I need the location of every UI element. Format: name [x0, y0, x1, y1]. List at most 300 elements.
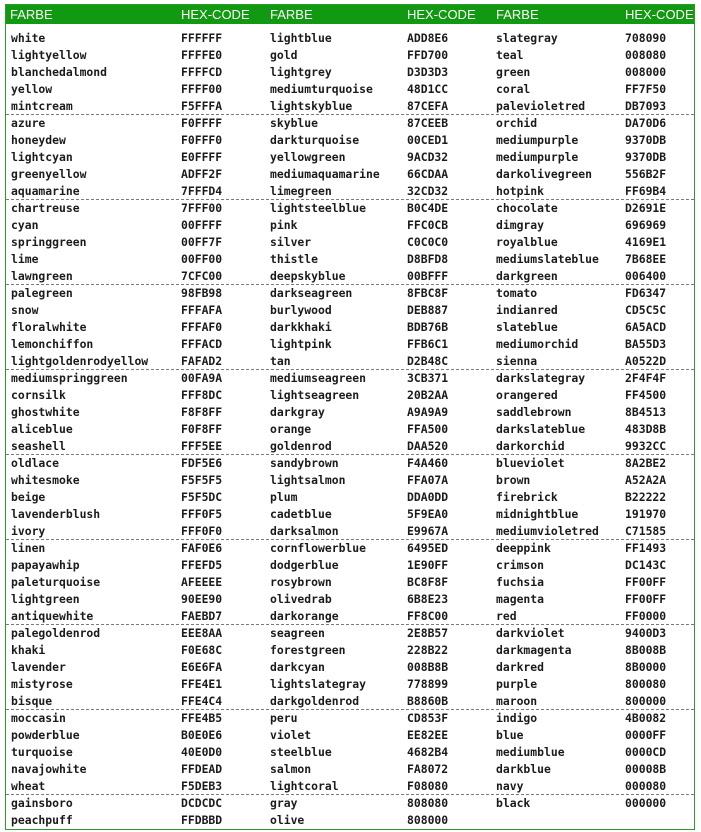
- color-name-cell: lightgrey: [270, 65, 332, 79]
- table-row: [6, 285, 694, 302]
- table-row: [6, 540, 694, 557]
- table-row: [6, 812, 694, 829]
- hex-code-cell: 7CFC00: [181, 269, 223, 283]
- color-name-cell: darkslateblue: [496, 422, 586, 436]
- hex-code-cell: ADD8E6: [407, 31, 449, 45]
- table-row: [6, 30, 694, 47]
- color-name-cell: sienna: [496, 354, 538, 368]
- color-name-cell: navajowhite: [11, 762, 87, 776]
- color-name-cell: oldlace: [11, 456, 60, 470]
- table-row: [6, 489, 694, 506]
- hex-code-cell: FFE4B5: [181, 711, 223, 725]
- table-row: [6, 200, 694, 217]
- color-name-cell: moccasin: [11, 711, 66, 725]
- hex-code-cell: E6E6FA: [181, 660, 223, 674]
- color-name-cell: orangered: [496, 388, 558, 402]
- color-name-cell: olivedrab: [270, 592, 332, 606]
- hex-code-cell: 8FBC8F: [407, 286, 449, 300]
- color-name-cell: coral: [496, 82, 531, 96]
- color-name-cell: darkolivegreen: [496, 167, 593, 181]
- hex-code-cell: DC143C: [625, 558, 667, 572]
- hex-code-cell: CD853F: [407, 711, 449, 725]
- hex-code-cell: B8860B: [407, 694, 449, 708]
- hex-code-cell: FFEFD5: [181, 558, 223, 572]
- color-name-cell: thistle: [270, 252, 319, 266]
- color-name-cell: darkcyan: [270, 660, 325, 674]
- table-row: [6, 455, 694, 472]
- color-name-cell: peru: [270, 711, 298, 725]
- table-row: [6, 268, 694, 285]
- hex-code-cell: F5DEB3: [181, 779, 223, 793]
- hex-code-cell: 00008B: [625, 762, 667, 776]
- color-name-cell: brown: [496, 473, 531, 487]
- color-name-cell: snow: [11, 303, 39, 317]
- color-name-cell: aquamarine: [11, 184, 80, 198]
- header-color-name-1: FARBE: [10, 7, 53, 22]
- hex-code-cell: 00FA9A: [181, 371, 223, 385]
- color-name-cell: midnightblue: [496, 507, 579, 521]
- hex-code-cell: 7FFF00: [181, 201, 223, 215]
- hex-code-cell: FFA500: [407, 422, 449, 436]
- table-row: [6, 421, 694, 438]
- header-hex-code-1: HEX-CODE: [181, 7, 250, 22]
- color-name-cell: ivory: [11, 524, 46, 538]
- color-name-cell: lavender: [11, 660, 66, 674]
- hex-code-cell: 6B8E23: [407, 592, 449, 606]
- color-name-cell: lightskyblue: [270, 99, 353, 113]
- table-row: [6, 81, 694, 98]
- color-name-cell: salmon: [270, 762, 312, 776]
- color-name-cell: yellow: [11, 82, 53, 96]
- hex-code-cell: FF8C00: [407, 609, 449, 623]
- hex-code-cell: D8BFD8: [407, 252, 449, 266]
- color-name-cell: mediumorchid: [496, 337, 579, 351]
- table-row: [6, 353, 694, 370]
- hex-code-cell: 778899: [407, 677, 449, 691]
- color-name-cell: firebrick: [496, 490, 558, 504]
- color-name-cell: springgreen: [11, 235, 87, 249]
- color-name-cell: magenta: [496, 592, 545, 606]
- table-row: [6, 625, 694, 642]
- color-name-cell: plum: [270, 490, 298, 504]
- color-name-cell: violet: [270, 728, 312, 742]
- hex-code-cell: 00CED1: [407, 133, 449, 147]
- hex-code-cell: 2F4F4F: [625, 371, 667, 385]
- color-name-cell: deepskyblue: [270, 269, 346, 283]
- hex-code-cell: ADFF2F: [181, 167, 223, 181]
- table-row: [6, 523, 694, 540]
- color-name-cell: darksalmon: [270, 524, 339, 538]
- color-name-cell: lavenderblush: [11, 507, 101, 521]
- color-name-cell: royalblue: [496, 235, 558, 249]
- color-name-cell: darkblue: [496, 762, 551, 776]
- hex-code-cell: 000000: [625, 796, 667, 810]
- color-name-cell: darkturquoise: [270, 133, 360, 147]
- hex-code-cell: 1E90FF: [407, 558, 449, 572]
- table-row: [6, 778, 694, 795]
- color-name-cell: darkgreen: [496, 269, 558, 283]
- hex-code-cell: FF0000: [625, 609, 667, 623]
- hex-code-cell: AFEEEE: [181, 575, 223, 589]
- hex-code-cell: D2B48C: [407, 354, 449, 368]
- color-name-cell: darkorchid: [496, 439, 565, 453]
- hex-code-cell: 90EE90: [181, 592, 223, 606]
- color-name-cell: azure: [11, 116, 46, 130]
- hex-code-cell: FFFFCD: [181, 65, 223, 79]
- hex-code-cell: 7B68EE: [625, 252, 667, 266]
- table-row: [6, 693, 694, 710]
- hex-code-cell: 9400D3: [625, 626, 667, 640]
- color-name-cell: red: [496, 609, 517, 623]
- table-row: [6, 64, 694, 81]
- hex-code-cell: 006400: [625, 269, 667, 283]
- hex-code-cell: FA8072: [407, 762, 449, 776]
- hex-code-cell: FFA07A: [407, 473, 449, 487]
- hex-code-cell: DCDCDC: [181, 796, 223, 810]
- color-name-cell: orchid: [496, 116, 538, 130]
- hex-code-cell: EE82EE: [407, 728, 449, 742]
- table-header: [6, 5, 694, 24]
- hex-code-cell: FDF5E6: [181, 456, 223, 470]
- hex-code-cell: 66CDAA: [407, 167, 449, 181]
- hex-code-cell: BC8F8F: [407, 575, 449, 589]
- color-name-cell: cornflowerblue: [270, 541, 367, 555]
- color-name-cell: lime: [11, 252, 39, 266]
- table-row: [6, 744, 694, 761]
- hex-code-cell: FFFFE0: [181, 48, 223, 62]
- color-name-cell: mediumslateblue: [496, 252, 599, 266]
- color-name-cell: indigo: [496, 711, 538, 725]
- color-name-cell: mistyrose: [11, 677, 73, 691]
- color-name-cell: gray: [270, 796, 298, 810]
- hex-code-cell: FFDEAD: [181, 762, 223, 776]
- hex-code-cell: F5F5DC: [181, 490, 223, 504]
- hex-code-cell: F08080: [407, 779, 449, 793]
- color-name-cell: black: [496, 796, 531, 810]
- hex-code-cell: A52A2A: [625, 473, 667, 487]
- table-row: [6, 47, 694, 64]
- hex-code-cell: FF00FF: [625, 592, 667, 606]
- hex-code-cell: 32CD32: [407, 184, 449, 198]
- hex-code-cell: FFC0CB: [407, 218, 449, 232]
- table-row: [6, 234, 694, 251]
- table-row: [6, 387, 694, 404]
- hex-code-cell: F4A460: [407, 456, 449, 470]
- table-row: [6, 795, 694, 812]
- color-name-cell: mediumturquoise: [270, 82, 373, 96]
- color-name-cell: cyan: [11, 218, 39, 232]
- hex-code-cell: 3CB371: [407, 371, 449, 385]
- color-name-cell: maroon: [496, 694, 538, 708]
- hex-code-cell: F5FFFA: [181, 99, 223, 113]
- color-name-cell: burlywood: [270, 303, 332, 317]
- color-name-cell: tomato: [496, 286, 538, 300]
- hex-code-cell: 556B2F: [625, 167, 667, 181]
- color-name-cell: darkviolet: [496, 626, 565, 640]
- color-table: [5, 4, 695, 830]
- color-name-cell: lightcoral: [270, 779, 339, 793]
- hex-code-cell: FFB6C1: [407, 337, 449, 351]
- color-name-cell: ghostwhite: [11, 405, 80, 419]
- table-row: [6, 115, 694, 132]
- table-row: [6, 608, 694, 625]
- hex-code-cell: 9ACD32: [407, 150, 449, 164]
- table-row: [6, 727, 694, 744]
- hex-code-cell: C0C0C0: [407, 235, 449, 249]
- hex-code-cell: F0E68C: [181, 643, 223, 657]
- table-row: [6, 217, 694, 234]
- hex-code-cell: 00FF7F: [181, 235, 223, 249]
- hex-code-cell: 8B4513: [625, 405, 667, 419]
- color-name-cell: wheat: [11, 779, 46, 793]
- color-name-cell: lightpink: [270, 337, 332, 351]
- hex-code-cell: DDA0DD: [407, 490, 449, 504]
- table-row: [6, 319, 694, 336]
- hex-code-cell: FF00FF: [625, 575, 667, 589]
- hex-code-cell: 4B0082: [625, 711, 667, 725]
- hex-code-cell: 6A5ACD: [625, 320, 667, 334]
- hex-code-cell: 87CEEB: [407, 116, 449, 130]
- table-row: [6, 557, 694, 574]
- hex-code-cell: BA55D3: [625, 337, 667, 351]
- hex-code-cell: 4169E1: [625, 235, 667, 249]
- color-name-cell: silver: [270, 235, 312, 249]
- color-name-cell: green: [496, 65, 531, 79]
- color-name-cell: whitesmoke: [11, 473, 80, 487]
- hex-code-cell: 008B8B: [407, 660, 449, 674]
- table-row: [6, 166, 694, 183]
- color-name-cell: darkmagenta: [496, 643, 572, 657]
- hex-code-cell: 8B008B: [625, 643, 667, 657]
- color-name-cell: darkgoldenrod: [270, 694, 360, 708]
- color-name-cell: blanchedalmond: [11, 65, 108, 79]
- color-name-cell: darkslategray: [496, 371, 586, 385]
- color-name-cell: slategray: [496, 31, 558, 45]
- color-name-cell: cornsilk: [11, 388, 66, 402]
- color-name-cell: khaki: [11, 643, 46, 657]
- color-name-cell: lightcyan: [11, 150, 73, 164]
- color-name-cell: tan: [270, 354, 291, 368]
- color-name-cell: mediumpurple: [496, 133, 579, 147]
- hex-code-cell: FFF5EE: [181, 439, 223, 453]
- color-name-cell: lightblue: [270, 31, 332, 45]
- color-name-cell: peachpuff: [11, 813, 73, 827]
- table-row: [6, 761, 694, 778]
- hex-code-cell: F0F8FF: [181, 422, 223, 436]
- hex-code-cell: 800080: [625, 677, 667, 691]
- color-name-cell: goldenrod: [270, 439, 332, 453]
- header-color-name-3: FARBE: [496, 7, 539, 22]
- hex-code-cell: E9967A: [407, 524, 449, 538]
- color-name-cell: lightyellow: [11, 48, 87, 62]
- hex-code-cell: 191970: [625, 507, 667, 521]
- hex-code-cell: FFD700: [407, 48, 449, 62]
- color-name-cell: yellowgreen: [270, 150, 346, 164]
- table-row: [6, 438, 694, 455]
- color-name-cell: slateblue: [496, 320, 558, 334]
- header-hex-code-2: HEX-CODE: [407, 7, 476, 22]
- table-row: [6, 472, 694, 489]
- table-row: [6, 98, 694, 115]
- color-name-cell: gainsboro: [11, 796, 73, 810]
- hex-code-cell: 0000FF: [625, 728, 667, 742]
- hex-code-cell: 98FB98: [181, 286, 223, 300]
- color-name-cell: paleturquoise: [11, 575, 101, 589]
- table-row: [6, 404, 694, 421]
- hex-code-cell: 7FFFD4: [181, 184, 223, 198]
- color-name-cell: papayawhip: [11, 558, 80, 572]
- hex-code-cell: 808080: [407, 796, 449, 810]
- color-name-cell: olive: [270, 813, 305, 827]
- hex-code-cell: FF1493: [625, 541, 667, 555]
- hex-code-cell: FF7F50: [625, 82, 667, 96]
- table-row: [6, 710, 694, 727]
- hex-code-cell: FFF8DC: [181, 388, 223, 402]
- hex-code-cell: 00FF00: [181, 252, 223, 266]
- hex-code-cell: EEE8AA: [181, 626, 223, 640]
- color-name-cell: palegreen: [11, 286, 73, 300]
- color-name-cell: rosybrown: [270, 575, 332, 589]
- color-name-cell: lightgoldenrodyellow: [11, 354, 149, 368]
- table-row: [6, 659, 694, 676]
- hex-code-cell: 800000: [625, 694, 667, 708]
- color-name-cell: lightgreen: [11, 592, 80, 606]
- color-name-cell: lightsalmon: [270, 473, 346, 487]
- hex-code-cell: BDB76B: [407, 320, 449, 334]
- hex-code-cell: 483D8B: [625, 422, 667, 436]
- hex-code-cell: 008080: [625, 48, 667, 62]
- table-row: [6, 183, 694, 200]
- hex-code-cell: 9370DB: [625, 150, 667, 164]
- color-name-cell: lemonchiffon: [11, 337, 94, 351]
- hex-code-cell: 48D1CC: [407, 82, 449, 96]
- hex-code-cell: 0000CD: [625, 745, 667, 759]
- hex-code-cell: 5F9EA0: [407, 507, 449, 521]
- hex-code-cell: A0522D: [625, 354, 667, 368]
- table-body: [6, 30, 694, 829]
- color-name-cell: blueviolet: [496, 456, 565, 470]
- hex-code-cell: A9A9A9: [407, 405, 449, 419]
- hex-code-cell: 228B22: [407, 643, 449, 657]
- color-name-cell: beige: [11, 490, 46, 504]
- color-name-cell: saddlebrown: [496, 405, 572, 419]
- color-name-cell: palevioletred: [496, 99, 586, 113]
- hex-code-cell: FFFF00: [181, 82, 223, 96]
- hex-code-cell: 000080: [625, 779, 667, 793]
- color-name-cell: chocolate: [496, 201, 558, 215]
- hex-code-cell: FFE4E1: [181, 677, 223, 691]
- hex-code-cell: 00BFFF: [407, 269, 449, 283]
- hex-code-cell: FFF0F5: [181, 507, 223, 521]
- color-name-cell: mediumseagreen: [270, 371, 367, 385]
- hex-code-cell: 708090: [625, 31, 667, 45]
- color-name-cell: mediumaquamarine: [270, 167, 380, 181]
- color-name-cell: darkgray: [270, 405, 325, 419]
- hex-code-cell: FAF0E6: [181, 541, 223, 555]
- color-name-cell: lightseagreen: [270, 388, 360, 402]
- color-name-cell: navy: [496, 779, 524, 793]
- color-name-cell: gold: [270, 48, 298, 62]
- hex-code-cell: F8F8FF: [181, 405, 223, 419]
- hex-code-cell: C71585: [625, 524, 667, 538]
- color-name-cell: mediumpurple: [496, 150, 579, 164]
- color-name-cell: teal: [496, 48, 524, 62]
- hex-code-cell: 6495ED: [407, 541, 449, 555]
- color-name-cell: cadetblue: [270, 507, 332, 521]
- hex-code-cell: FD6347: [625, 286, 667, 300]
- hex-code-cell: DAA520: [407, 439, 449, 453]
- hex-code-cell: FAFAD2: [181, 354, 223, 368]
- table-row: [6, 676, 694, 693]
- color-name-cell: orange: [270, 422, 312, 436]
- color-name-cell: dodgerblue: [270, 558, 339, 572]
- color-name-cell: floralwhite: [11, 320, 87, 334]
- color-name-cell: forestgreen: [270, 643, 346, 657]
- hex-code-cell: 9370DB: [625, 133, 667, 147]
- color-name-cell: aliceblue: [11, 422, 73, 436]
- hex-code-cell: 2E8B57: [407, 626, 449, 640]
- color-name-cell: greenyellow: [11, 167, 87, 181]
- hex-code-cell: FFFAFA: [181, 303, 223, 317]
- color-name-cell: chartreuse: [11, 201, 80, 215]
- hex-code-cell: 00FFFF: [181, 218, 223, 232]
- color-name-cell: crimson: [496, 558, 545, 572]
- table-row: [6, 642, 694, 659]
- color-name-cell: honeydew: [11, 133, 66, 147]
- color-name-cell: darkred: [496, 660, 545, 674]
- color-name-cell: darkorange: [270, 609, 339, 623]
- color-name-cell: mintcream: [11, 99, 73, 113]
- hex-code-cell: FFE4C4: [181, 694, 223, 708]
- color-name-cell: steelblue: [270, 745, 332, 759]
- table-row: [6, 506, 694, 523]
- table-row: [6, 336, 694, 353]
- color-name-cell: sandybrown: [270, 456, 339, 470]
- hex-code-cell: FFFFFF: [181, 31, 223, 45]
- hex-code-cell: 008000: [625, 65, 667, 79]
- hex-code-cell: 808000: [407, 813, 449, 827]
- color-name-cell: dimgray: [496, 218, 545, 232]
- table-row: [6, 149, 694, 166]
- hex-code-cell: F0FFF0: [181, 133, 223, 147]
- color-name-cell: fuchsia: [496, 575, 545, 589]
- table-row: [6, 370, 694, 387]
- table-row: [6, 302, 694, 319]
- color-name-cell: hotpink: [496, 184, 545, 198]
- hex-code-cell: CD5C5C: [625, 303, 667, 317]
- hex-code-cell: D2691E: [625, 201, 667, 215]
- color-name-cell: powderblue: [11, 728, 80, 742]
- color-name-cell: lightslategray: [270, 677, 367, 691]
- hex-code-cell: 20B2AA: [407, 388, 449, 402]
- color-name-cell: mediumvioletred: [496, 524, 599, 538]
- color-name-cell: deeppink: [496, 541, 551, 555]
- table-row: [6, 132, 694, 149]
- table-row: [6, 574, 694, 591]
- color-name-cell: mediumblue: [496, 745, 565, 759]
- hex-code-cell: F0FFFF: [181, 116, 223, 130]
- hex-code-cell: E0FFFF: [181, 150, 223, 164]
- hex-code-cell: 696969: [625, 218, 667, 232]
- hex-code-cell: D3D3D3: [407, 65, 449, 79]
- table-row: [6, 591, 694, 608]
- color-name-cell: darkkhaki: [270, 320, 332, 334]
- header-color-name-2: FARBE: [270, 7, 313, 22]
- color-name-cell: limegreen: [270, 184, 332, 198]
- hex-code-cell: 8A2BE2: [625, 456, 667, 470]
- hex-code-cell: FAEBD7: [181, 609, 223, 623]
- color-name-cell: seashell: [11, 439, 66, 453]
